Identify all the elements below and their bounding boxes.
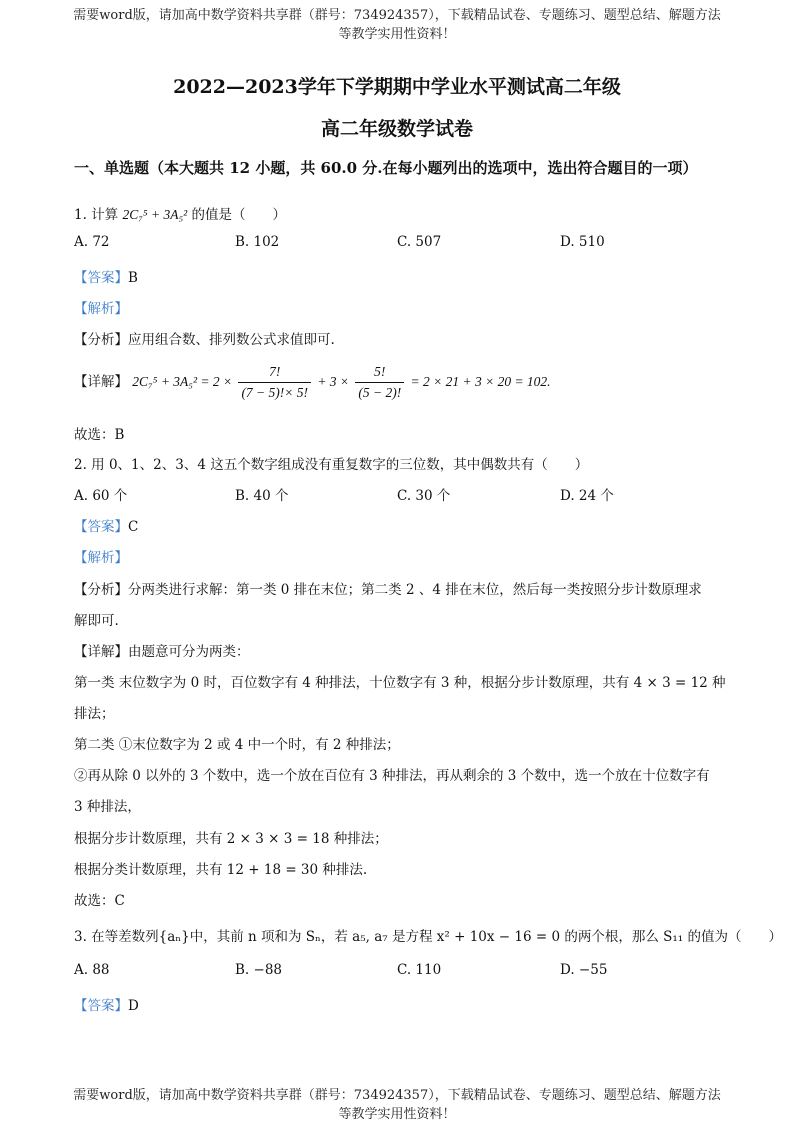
q1-prefix: 1. 计算 [74, 207, 119, 223]
footer-note-line2: 等教学实用性资料！ [338, 1107, 456, 1122]
fraction-1 [238, 362, 311, 403]
q1-fenxi [74, 328, 335, 348]
q2-line-2: 排法； [74, 706, 115, 722]
fraction-1-denominator: (7 − 5)!× 5! [241, 385, 309, 400]
q1-choice: 故选：B [74, 427, 125, 443]
q1-expression: 2C₇⁵ + 3A₅² [122, 207, 188, 222]
q2-fenxi-line2: 解即可. [74, 613, 119, 629]
exam-subtitle: 高二年级数学试卷 [320, 118, 473, 140]
q2-choice: 故选：C [74, 893, 125, 909]
xiangjie-text: 由题意可分为两类： [128, 644, 250, 660]
header-note-line1: 需要word版，请加高中数学资料共享群（群号：734924357），下载精品试卷、专题练习、题型总结、解题方法 [73, 8, 721, 23]
answer-tag: 【答案】 [74, 998, 128, 1014]
answer-value: B [128, 270, 138, 286]
xiangjie-lhs: 2C₇⁵ + 3A₅² = 2 × [132, 374, 233, 389]
answer-value: D [128, 998, 139, 1014]
q1-option-b: B. 102 [235, 234, 280, 250]
answer-tag: 【答案】 [74, 270, 128, 286]
fraction-2-numerator: 5! [355, 362, 404, 383]
q3-stem: 3. 在等差数列{aₙ}中，其前 n 项和为 Sₙ，若 a₅, a₇ 是方程 x² + 10x − 16 = 0 的两个根，那么 S₁₁ 的值为（ ） [74, 929, 782, 945]
q3-option-d: D. −55 [560, 962, 608, 978]
q3-answer [74, 994, 139, 1014]
q3-option-a: A. 88 [74, 962, 110, 978]
footer-note [0, 1086, 794, 1124]
header-note-line2: 等教学实用性资料！ [338, 27, 456, 42]
q1-stem [74, 203, 286, 223]
q1-option-c: C. 507 [397, 234, 442, 250]
q1-option-d: D. 510 [560, 234, 605, 250]
q2-analysis-tag: 【解析】 [74, 550, 128, 566]
q2-line-7: 根据分类计数原理，共有 12 + 18 = 30 种排法. [74, 862, 368, 878]
xiangjie-tag: 【详解】 [74, 374, 128, 390]
fenxi-tag: 【分析】 [74, 332, 128, 348]
xiangjie-end: = 2 × 21 + 3 × 20 = 102. [410, 374, 551, 389]
section-heading: 一、单选题（本大题共 12 小题，共 60.0 分.在每小题列出的选项中，选出符合题目的一项） [74, 159, 698, 177]
q2-line-6: 根据分步计数原理，共有 2 × 3 × 3 = 18 种排法； [74, 831, 388, 847]
fraction-2 [355, 362, 404, 403]
q2-option-a: A. 60 个 [74, 488, 128, 504]
q1-option-a: A. 72 [74, 234, 110, 250]
q2-xiangjie [74, 640, 250, 660]
q2-option-d: D. 24 个 [560, 488, 614, 504]
fenxi-text: 分两类进行求解：第一类 0 排在末位；第二类 2 、4 排在末位，然后每一类按照分步计数原理求 [128, 582, 702, 598]
q2-line-5: 3 种排法， [74, 799, 141, 815]
q2-option-c: C. 30 个 [397, 488, 451, 504]
q1-suffix: 的值是（ ） [191, 207, 287, 223]
exam-title: 2022—2023学年下学期期中学业水平测试高二年级 [173, 76, 621, 98]
q2-fenxi-line1 [74, 578, 702, 598]
q1-xiangjie [74, 362, 551, 403]
xiangjie-tag: 【详解】 [74, 644, 128, 660]
answer-tag: 【答案】 [74, 519, 128, 535]
q2-option-b: B. 40 个 [235, 488, 289, 504]
q1-answer [74, 266, 138, 286]
fenxi-text: 应用组合数、排列数公式求值即可. [128, 332, 335, 348]
q2-line-4: ②再从除 0 以外的 3 个数中，选一个放在百位有 3 种排法，再从剩余的 3 个数中，选一个放在十位数字有 [74, 768, 710, 784]
q2-line-1: 第一类 末位数字为 0 时，百位数字有 4 种排法，十位数字有 3 种，根据分步计数原理，共有 4 × 3 = 12 种 [74, 675, 726, 691]
fraction-1-numerator: 7! [238, 362, 311, 383]
q2-line-3: 第二类 ①末位数字为 2 或 4 中一个时，有 2 种排法； [74, 737, 400, 753]
q3-option-c: C. 110 [397, 962, 442, 978]
fraction-2-denominator: (5 − 2)! [358, 385, 402, 400]
q2-stem: 2. 用 0、1、2、3、4 这五个数字组成没有重复数字的三位数，其中偶数共有（ ） [74, 457, 589, 473]
header-note [0, 6, 794, 44]
xiangjie-mid: + 3 × [317, 374, 350, 389]
q2-answer [74, 515, 138, 535]
fenxi-tag: 【分析】 [74, 582, 128, 598]
answer-value: C [128, 519, 139, 535]
q3-option-b: B. −88 [235, 962, 282, 978]
footer-note-line1: 需要word版，请加高中数学资料共享群（群号：734924357），下载精品试卷、专题练习、题型总结、解题方法 [73, 1088, 721, 1103]
q1-analysis-tag: 【解析】 [74, 301, 128, 317]
